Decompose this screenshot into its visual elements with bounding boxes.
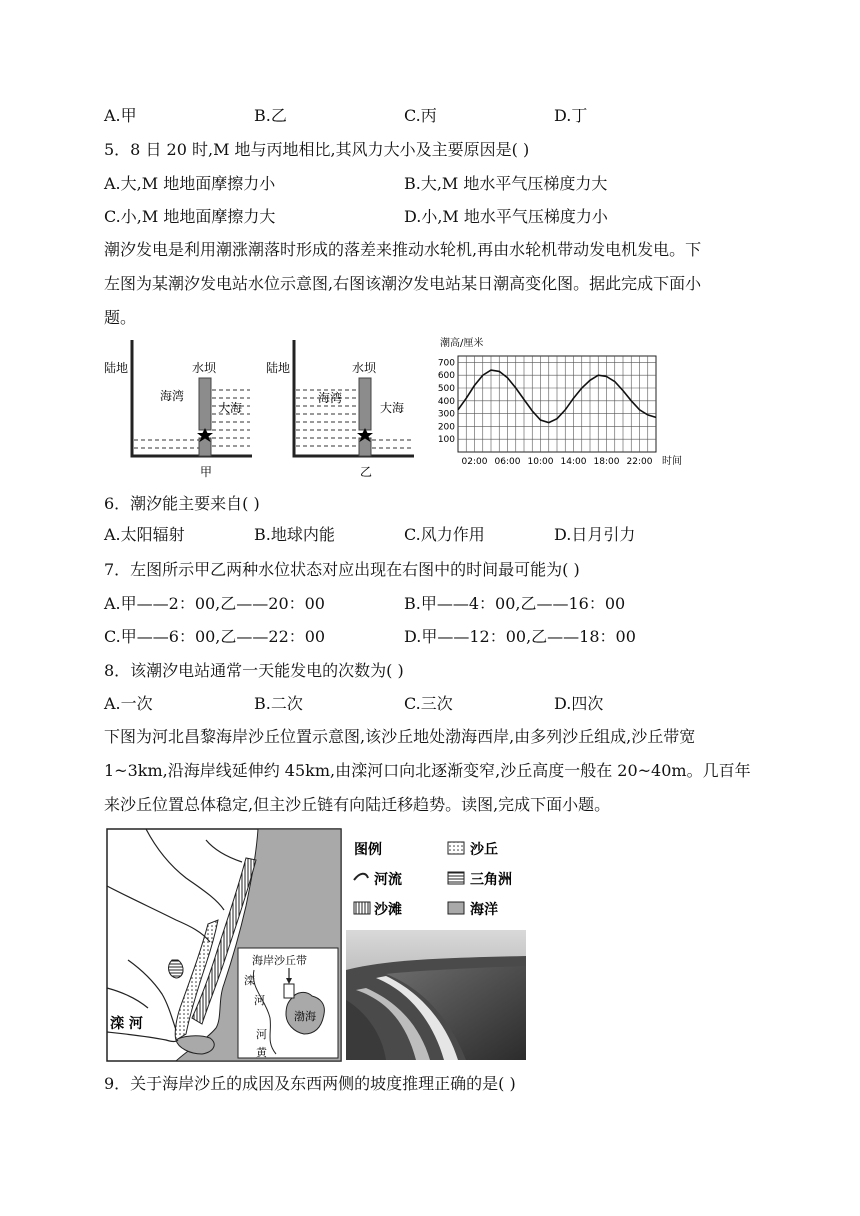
tide-diagram-b	[262, 334, 422, 480]
tide-height-chart	[428, 334, 690, 480]
x-tick-label: 14:00	[560, 457, 587, 467]
inset-river-label: 滦	[244, 974, 255, 987]
y-tick-label: 300	[437, 409, 455, 420]
inset-yellow-river-label: 黄	[256, 1046, 267, 1059]
option-b: B.二次	[254, 694, 303, 713]
inset-sea-label: 渤海	[294, 1010, 316, 1023]
beach-swatch	[354, 902, 370, 914]
intro-paragraph-line: 1~3km,沿海岸线延伸约 45km,由滦河口向北逐渐变窄,沙丘高度一般在 20~40m。几百年	[104, 761, 751, 780]
dune-swatch	[448, 842, 464, 854]
legend-river: 河流	[374, 872, 402, 888]
option-c: C.丙	[404, 106, 437, 125]
question-5-stem: 5．8 日 20 时,M 地与丙地相比,其风力大小及主要原因是( )	[104, 140, 530, 159]
option-b: B.大,M 地水平气压梯度力大	[404, 174, 608, 193]
x-tick-label: 22:00	[626, 457, 653, 467]
option-a: A.甲	[104, 106, 137, 125]
y-tick-label: 700	[437, 358, 455, 369]
sea-label: 大海	[218, 401, 243, 415]
intro-paragraph-line: 左图为某潮汐发电站水位示意图,右图该潮汐发电站某日潮高变化图。据此完成下面小	[104, 274, 702, 293]
chart-y-axis-label: 潮高/厘米	[440, 338, 484, 349]
y-tick-label: 100	[437, 435, 455, 446]
y-tick-label: 500	[437, 384, 455, 394]
legend-dune: 沙丘	[470, 842, 498, 858]
question-7-stem: 7．左图所示甲乙两种水位状态对应出现在右图中的时间最可能为( )	[104, 560, 580, 579]
option-c: C.甲——6：00,乙——22：00	[104, 627, 326, 646]
legend-title: 图例	[354, 842, 382, 858]
delta-swatch	[448, 872, 464, 884]
option-b: B.甲——4：00,乙——16：00	[404, 594, 626, 613]
diagram-a-label: 甲	[200, 465, 213, 479]
tide-diagram-a	[100, 334, 260, 480]
chart-x-axis-label: 时间	[662, 456, 682, 467]
option-b: B.乙	[254, 106, 287, 125]
inset-river-label: 河	[256, 1028, 267, 1041]
legend-ocean: 海洋	[470, 902, 498, 918]
intro-paragraph-line: 潮汐发电是利用潮涨潮落时形成的落差来推动水轮机,再由水轮机带动发电机发电。下	[104, 240, 702, 259]
legend-beach: 沙滩	[374, 902, 402, 918]
intro-paragraph-line: 来沙丘位置总体稳定,但主沙丘链有向陆迁移趋势。读图,完成下面小题。	[104, 795, 611, 814]
luan-river-label: 滦 河	[110, 1016, 143, 1032]
question-8-stem: 8．该潮汐电站通常一天能发电的次数为( )	[104, 661, 404, 680]
option-a: A.大,M 地地面摩擦力小	[104, 174, 276, 193]
legend-delta: 三角洲	[470, 872, 512, 888]
intro-paragraph-line: 题。	[104, 308, 137, 327]
diagram-b-label: 乙	[360, 465, 373, 479]
x-tick-label: 18:00	[593, 457, 620, 467]
land-label: 陆地	[266, 361, 291, 375]
river-swatch	[354, 874, 368, 880]
option-a: A.甲——2：00,乙——20：00	[104, 594, 325, 613]
option-d: D.甲——12：00,乙——18：00	[404, 627, 636, 646]
y-tick-label: 200	[437, 422, 455, 433]
aerial-dune-photo	[346, 930, 526, 1060]
question-6-stem: 6．潮汐能主要来自( )	[104, 494, 260, 513]
bay-label: 海湾	[160, 389, 185, 403]
sea-label: 大海	[380, 401, 405, 415]
inset-title: 海岸沙丘带	[252, 954, 307, 967]
map-legend	[352, 836, 532, 920]
option-d: D.丁	[554, 106, 588, 125]
intro-paragraph-line: 下图为河北昌黎海岸沙丘位置示意图,该沙丘地处渤海西岸,由多列沙丘组成,沙丘带宽	[104, 727, 696, 746]
option-a: A.一次	[104, 694, 153, 713]
ocean-swatch	[448, 902, 464, 914]
option-c: C.小,M 地地面摩擦力大	[104, 207, 276, 226]
dune-location-map	[106, 828, 342, 1062]
option-d: D.四次	[554, 694, 604, 713]
dam-label: 水坝	[192, 361, 217, 375]
option-b: B.地球内能	[254, 525, 335, 544]
x-tick-label: 02:00	[461, 457, 488, 467]
x-tick-label: 06:00	[494, 457, 521, 467]
y-tick-label: 400	[437, 396, 455, 407]
question-9-stem: 9．关于海岸沙丘的成因及东西两侧的坡度推理正确的是( )	[104, 1074, 516, 1093]
dam-label: 水坝	[352, 361, 377, 375]
y-tick-label: 600	[437, 371, 455, 382]
inset-river-label: 河	[254, 994, 265, 1007]
option-a: A.太阳辐射	[104, 525, 185, 544]
option-d: D.日月引力	[554, 525, 636, 544]
bay-label: 海湾	[318, 391, 343, 405]
option-d: D.小,M 地水平气压梯度力小	[404, 207, 608, 226]
option-c: C.三次	[404, 694, 453, 713]
land-label: 陆地	[104, 361, 129, 375]
x-tick-label: 10:00	[527, 457, 554, 467]
option-c: C.风力作用	[404, 525, 485, 544]
